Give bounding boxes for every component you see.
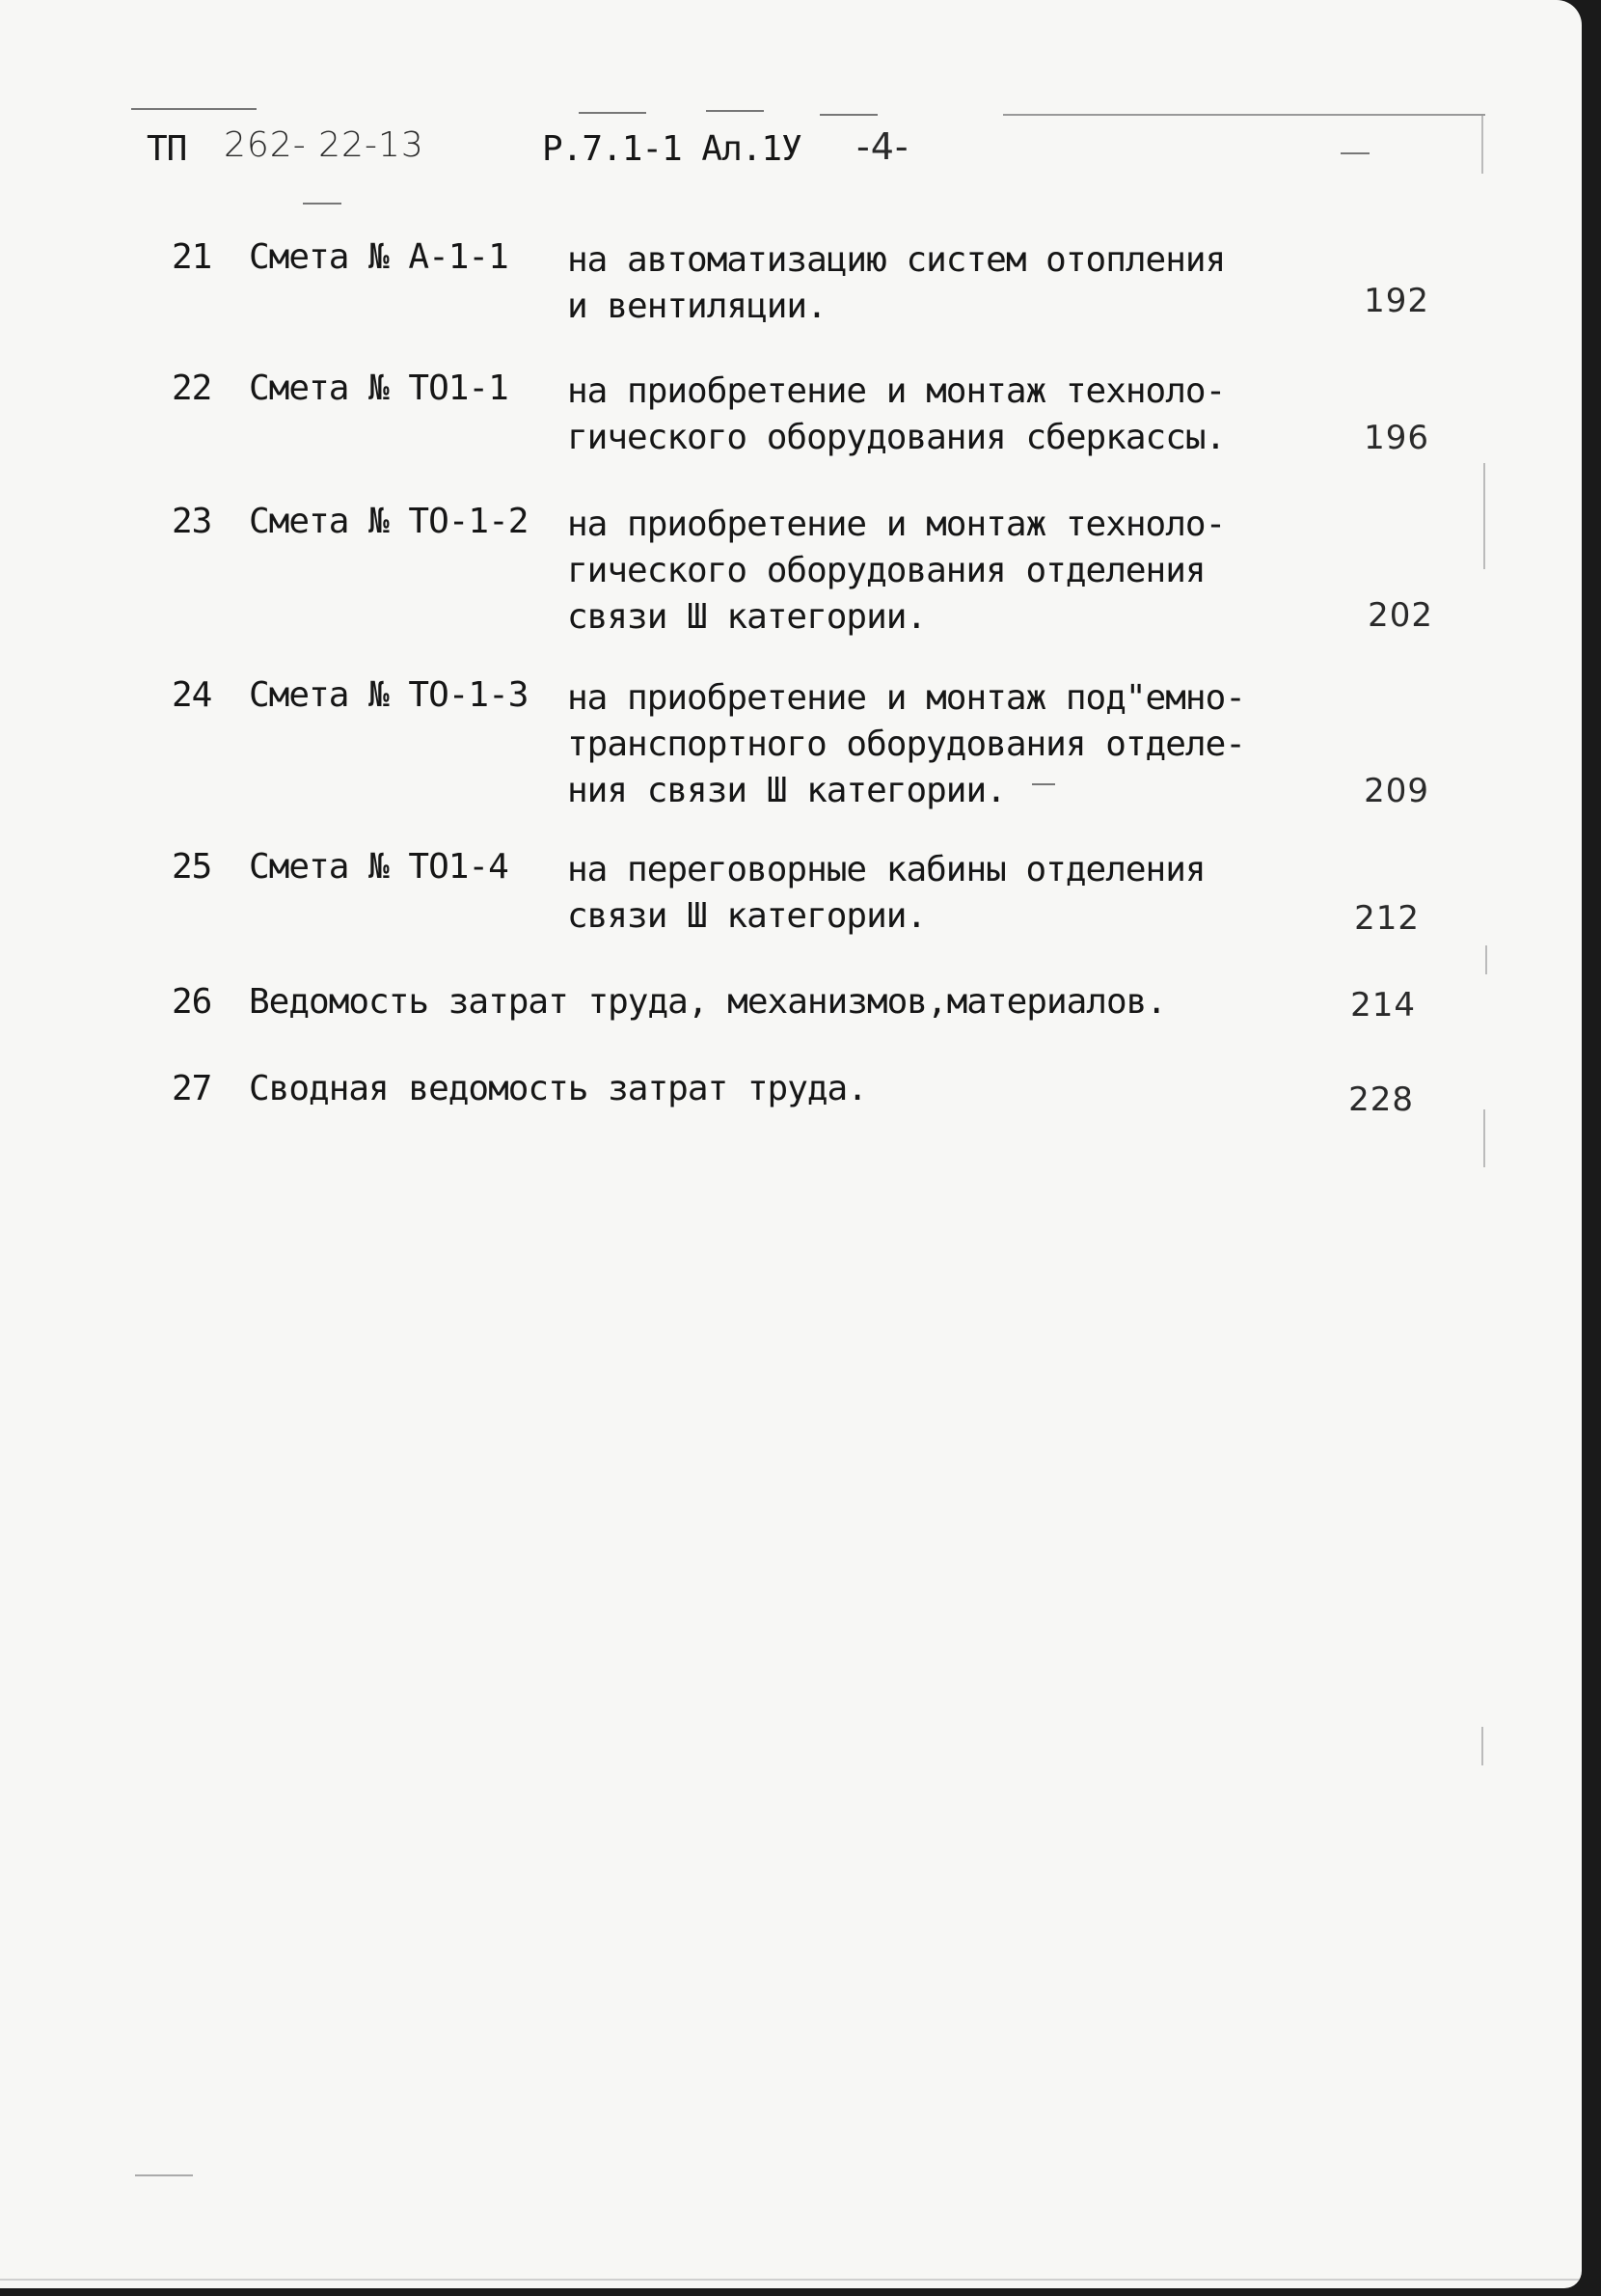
- entry-description: [567, 237, 1225, 330]
- entry-line: гического оборудования сберкассы.: [567, 418, 1226, 457]
- entry-line: на переговорные кабины отделения: [567, 850, 1206, 889]
- scan-artifact: [1341, 152, 1370, 154]
- scan-artifact: [1483, 463, 1485, 569]
- entry-line: гического оборудования отделения: [567, 551, 1206, 590]
- entry-line: и вентиляции.: [567, 287, 827, 326]
- entry-line: ния связи Ш категории.: [567, 771, 1006, 810]
- entry-number: 24: [172, 675, 212, 715]
- entry-page-number: 228: [1348, 1080, 1414, 1119]
- scan-artifact: [1003, 114, 1485, 116]
- entry-page-number: 214: [1350, 986, 1416, 1025]
- entry-number: 22: [172, 369, 212, 408]
- scan-artifact: [0, 2279, 1582, 2281]
- scan-artifact: [1485, 945, 1487, 974]
- entry-number: 21: [172, 237, 212, 277]
- scan-artifact: [135, 2174, 193, 2176]
- entry-line: связи Ш категории.: [567, 896, 927, 936]
- entry-description: [567, 369, 1225, 461]
- entry-description: [567, 675, 1245, 814]
- entry-description: [567, 502, 1225, 641]
- entry-page-number: 196: [1364, 419, 1429, 457]
- scan-artifact: [1481, 116, 1483, 174]
- entry-number: 25: [172, 847, 212, 887]
- entry-number: 27: [172, 1069, 212, 1108]
- header-page-number: -4-: [856, 125, 909, 168]
- entry-code: Смета № ТО-1-3: [249, 675, 529, 715]
- scan-artifact: [820, 114, 878, 116]
- entry-page-number: 209: [1364, 772, 1429, 810]
- header-album: Р.7.1-1 Ал.1У: [542, 129, 801, 169]
- scan-artifact: [303, 203, 341, 205]
- entry-line: на приобретение и монтаж под"емно-: [567, 678, 1245, 718]
- entry-code: Смета № ТО-1-2: [249, 502, 529, 541]
- scan-artifact: [579, 112, 646, 114]
- entry-code: Смета № А-1-1: [249, 237, 508, 277]
- scan-artifact: [1481, 1727, 1483, 1765]
- entry-text: Ведомость затрат труда, механизмов,материалов.: [249, 982, 1166, 1022]
- scan-artifact: [706, 110, 764, 112]
- entry-description: [567, 847, 1206, 940]
- header-series: ТП: [147, 129, 187, 169]
- entry-line: на приобретение и монтаж техноло-: [567, 371, 1226, 411]
- entry-page-number: 212: [1354, 899, 1420, 938]
- entry-number: 23: [172, 502, 212, 541]
- entry-line: связи Ш категории.: [567, 597, 927, 637]
- entry-page-number: 202: [1368, 596, 1433, 635]
- entry-line: на приобретение и монтаж техноло-: [567, 505, 1226, 544]
- entry-number: 26: [172, 982, 212, 1022]
- entry-line: на автоматизацию систем отопления: [567, 240, 1226, 280]
- entry-line: транспортного оборудования отделе-: [567, 724, 1245, 764]
- scan-artifact: [1483, 1109, 1485, 1167]
- entry-text: Сводная ведомость затрат труда.: [249, 1069, 867, 1108]
- entry-code: Смета № ТО1-4: [249, 847, 508, 887]
- scan-artifact: [131, 108, 257, 110]
- header-project-number: 262- 22-13: [224, 125, 424, 165]
- entry-code: Смета № ТО1-1: [249, 369, 508, 408]
- scan-artifact: [1032, 783, 1055, 785]
- entry-page-number: 192: [1364, 282, 1429, 320]
